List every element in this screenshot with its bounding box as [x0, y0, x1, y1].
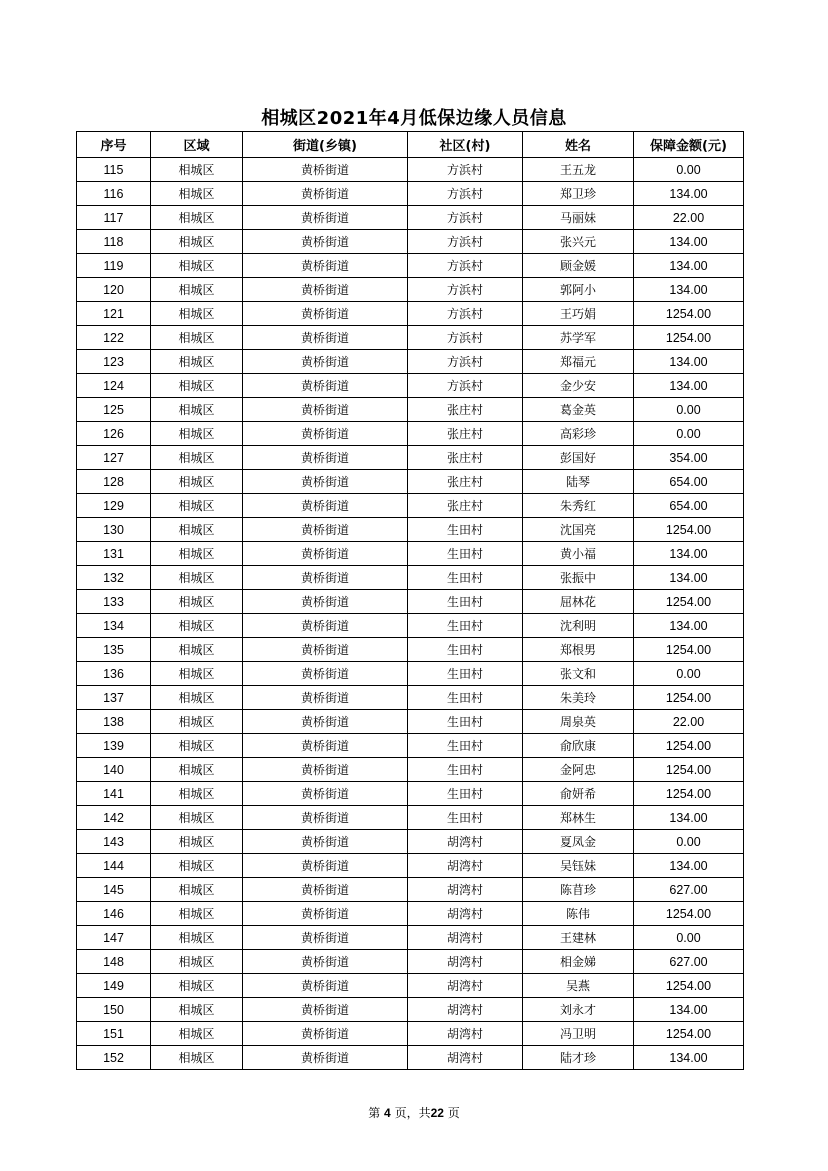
cell-district: 相城区	[151, 710, 243, 734]
cell-name: 朱秀红	[523, 494, 634, 518]
cell-street: 黄桥街道	[243, 758, 408, 782]
cell-index: 143	[77, 830, 151, 854]
cell-street: 黄桥街道	[243, 998, 408, 1022]
cell-street: 黄桥街道	[243, 566, 408, 590]
cell-community: 张庄村	[408, 446, 523, 470]
cell-name: 刘永才	[523, 998, 634, 1022]
cell-district: 相城区	[151, 734, 243, 758]
cell-community: 胡湾村	[408, 998, 523, 1022]
cell-street: 黄桥街道	[243, 830, 408, 854]
cell-community: 胡湾村	[408, 974, 523, 998]
cell-index: 152	[77, 1046, 151, 1070]
cell-community: 生田村	[408, 518, 523, 542]
table-row	[77, 974, 744, 998]
cell-community: 胡湾村	[408, 1046, 523, 1070]
data-table	[76, 131, 744, 1070]
cell-amount: 1254.00	[634, 590, 744, 614]
cell-amount: 627.00	[634, 878, 744, 902]
cell-community: 生田村	[408, 686, 523, 710]
cell-name: 俞妍希	[523, 782, 634, 806]
cell-amount: 0.00	[634, 398, 744, 422]
cell-district: 相城区	[151, 1022, 243, 1046]
cell-amount: 0.00	[634, 830, 744, 854]
cell-amount: 1254.00	[634, 1022, 744, 1046]
cell-name: 金阿忠	[523, 758, 634, 782]
cell-district: 相城区	[151, 206, 243, 230]
cell-street: 黄桥街道	[243, 662, 408, 686]
cell-district: 相城区	[151, 158, 243, 182]
cell-amount: 0.00	[634, 422, 744, 446]
cell-district: 相城区	[151, 758, 243, 782]
cell-amount: 134.00	[634, 542, 744, 566]
cell-community: 生田村	[408, 758, 523, 782]
table-row	[77, 230, 744, 254]
cell-name: 郑林生	[523, 806, 634, 830]
cell-street: 黄桥街道	[243, 494, 408, 518]
cell-amount: 1254.00	[634, 758, 744, 782]
cell-name: 俞欣康	[523, 734, 634, 758]
table-header-row	[77, 132, 744, 158]
cell-district: 相城区	[151, 542, 243, 566]
cell-district: 相城区	[151, 518, 243, 542]
cell-street: 黄桥街道	[243, 518, 408, 542]
cell-index: 148	[77, 950, 151, 974]
cell-district: 相城区	[151, 782, 243, 806]
cell-index: 132	[77, 566, 151, 590]
cell-district: 相城区	[151, 854, 243, 878]
cell-community: 方浜村	[408, 158, 523, 182]
cell-name: 高彩珍	[523, 422, 634, 446]
cell-community: 方浜村	[408, 326, 523, 350]
cell-name: 沈国亮	[523, 518, 634, 542]
table-row	[77, 830, 744, 854]
cell-name: 郑根男	[523, 638, 634, 662]
cell-amount: 1254.00	[634, 326, 744, 350]
cell-district: 相城区	[151, 1046, 243, 1070]
cell-district: 相城区	[151, 254, 243, 278]
table-row	[77, 302, 744, 326]
cell-index: 140	[77, 758, 151, 782]
cell-community: 张庄村	[408, 470, 523, 494]
cell-index: 123	[77, 350, 151, 374]
cell-amount: 654.00	[634, 494, 744, 518]
cell-amount: 134.00	[634, 614, 744, 638]
cell-district: 相城区	[151, 974, 243, 998]
cell-index: 125	[77, 398, 151, 422]
cell-district: 相城区	[151, 470, 243, 494]
cell-amount: 354.00	[634, 446, 744, 470]
table-row	[77, 1022, 744, 1046]
cell-index: 126	[77, 422, 151, 446]
cell-community: 生田村	[408, 590, 523, 614]
cell-community: 方浜村	[408, 374, 523, 398]
cell-index: 131	[77, 542, 151, 566]
cell-community: 方浜村	[408, 182, 523, 206]
cell-community: 胡湾村	[408, 830, 523, 854]
cell-street: 黄桥街道	[243, 614, 408, 638]
column-header-community: 社区(村)	[408, 132, 523, 158]
cell-district: 相城区	[151, 326, 243, 350]
cell-street: 黄桥街道	[243, 686, 408, 710]
cell-district: 相城区	[151, 902, 243, 926]
cell-name: 黄小福	[523, 542, 634, 566]
table-row	[77, 614, 744, 638]
cell-community: 胡湾村	[408, 902, 523, 926]
cell-index: 135	[77, 638, 151, 662]
cell-index: 146	[77, 902, 151, 926]
cell-amount: 134.00	[634, 182, 744, 206]
cell-amount: 134.00	[634, 998, 744, 1022]
cell-index: 138	[77, 710, 151, 734]
cell-street: 黄桥街道	[243, 254, 408, 278]
cell-amount: 134.00	[634, 806, 744, 830]
table-row	[77, 950, 744, 974]
cell-community: 胡湾村	[408, 950, 523, 974]
column-header-district: 区域	[151, 132, 243, 158]
cell-community: 胡湾村	[408, 1022, 523, 1046]
cell-amount: 1254.00	[634, 302, 744, 326]
cell-community: 方浜村	[408, 350, 523, 374]
cell-amount: 134.00	[634, 374, 744, 398]
cell-community: 方浜村	[408, 230, 523, 254]
cell-name: 沈利明	[523, 614, 634, 638]
column-header-index: 序号	[77, 132, 151, 158]
table-row	[77, 374, 744, 398]
cell-amount: 0.00	[634, 926, 744, 950]
cell-street: 黄桥街道	[243, 206, 408, 230]
cell-street: 黄桥街道	[243, 638, 408, 662]
cell-amount: 1254.00	[634, 734, 744, 758]
cell-amount: 134.00	[634, 278, 744, 302]
cell-community: 张庄村	[408, 494, 523, 518]
table-row	[77, 902, 744, 926]
table-body	[77, 158, 744, 1070]
cell-index: 121	[77, 302, 151, 326]
footer-suffix: 页	[447, 1106, 460, 1120]
cell-amount: 1254.00	[634, 974, 744, 998]
cell-district: 相城区	[151, 350, 243, 374]
cell-street: 黄桥街道	[243, 854, 408, 878]
cell-street: 黄桥街道	[243, 734, 408, 758]
table-row	[77, 542, 744, 566]
table-row	[77, 638, 744, 662]
cell-street: 黄桥街道	[243, 350, 408, 374]
cell-index: 119	[77, 254, 151, 278]
cell-index: 145	[77, 878, 151, 902]
cell-name: 吴钰妹	[523, 854, 634, 878]
cell-name: 朱美玲	[523, 686, 634, 710]
table-row	[77, 686, 744, 710]
cell-district: 相城区	[151, 374, 243, 398]
cell-district: 相城区	[151, 278, 243, 302]
cell-name: 张文和	[523, 662, 634, 686]
table-row	[77, 494, 744, 518]
cell-name: 张兴元	[523, 230, 634, 254]
cell-community: 生田村	[408, 662, 523, 686]
cell-name: 陈苜珍	[523, 878, 634, 902]
cell-street: 黄桥街道	[243, 542, 408, 566]
cell-street: 黄桥街道	[243, 974, 408, 998]
cell-name: 张振中	[523, 566, 634, 590]
table-row	[77, 422, 744, 446]
cell-index: 151	[77, 1022, 151, 1046]
cell-street: 黄桥街道	[243, 182, 408, 206]
cell-name: 屈林花	[523, 590, 634, 614]
cell-community: 方浜村	[408, 278, 523, 302]
cell-index: 150	[77, 998, 151, 1022]
cell-district: 相城区	[151, 926, 243, 950]
cell-name: 夏凤金	[523, 830, 634, 854]
cell-name: 郑福元	[523, 350, 634, 374]
cell-amount: 134.00	[634, 854, 744, 878]
cell-index: 133	[77, 590, 151, 614]
cell-name: 冯卫明	[523, 1022, 634, 1046]
cell-street: 黄桥街道	[243, 710, 408, 734]
cell-index: 147	[77, 926, 151, 950]
cell-index: 118	[77, 230, 151, 254]
cell-amount: 0.00	[634, 158, 744, 182]
cell-street: 黄桥街道	[243, 806, 408, 830]
cell-amount: 1254.00	[634, 518, 744, 542]
cell-name: 郭阿小	[523, 278, 634, 302]
cell-amount: 0.00	[634, 662, 744, 686]
cell-community: 生田村	[408, 542, 523, 566]
cell-amount: 22.00	[634, 710, 744, 734]
cell-amount: 654.00	[634, 470, 744, 494]
table-row	[77, 926, 744, 950]
cell-street: 黄桥街道	[243, 398, 408, 422]
cell-district: 相城区	[151, 614, 243, 638]
table-row	[77, 350, 744, 374]
cell-street: 黄桥街道	[243, 278, 408, 302]
cell-index: 120	[77, 278, 151, 302]
cell-community: 胡湾村	[408, 854, 523, 878]
footer-prefix: 第	[368, 1106, 381, 1120]
table-row	[77, 206, 744, 230]
footer-page-number: 4	[384, 1106, 391, 1120]
cell-amount: 1254.00	[634, 902, 744, 926]
table-row	[77, 662, 744, 686]
table-row	[77, 254, 744, 278]
cell-district: 相城区	[151, 446, 243, 470]
cell-community: 生田村	[408, 782, 523, 806]
cell-name: 王巧娟	[523, 302, 634, 326]
cell-index: 128	[77, 470, 151, 494]
cell-index: 122	[77, 326, 151, 350]
cell-amount: 134.00	[634, 254, 744, 278]
cell-name: 金少安	[523, 374, 634, 398]
cell-community: 生田村	[408, 638, 523, 662]
cell-index: 115	[77, 158, 151, 182]
cell-name: 吴燕	[523, 974, 634, 998]
cell-community: 生田村	[408, 566, 523, 590]
cell-name: 周泉英	[523, 710, 634, 734]
cell-community: 生田村	[408, 710, 523, 734]
cell-street: 黄桥街道	[243, 590, 408, 614]
cell-name: 苏学军	[523, 326, 634, 350]
table-row	[77, 326, 744, 350]
cell-community: 张庄村	[408, 398, 523, 422]
cell-community: 生田村	[408, 614, 523, 638]
cell-community: 胡湾村	[408, 878, 523, 902]
cell-district: 相城区	[151, 494, 243, 518]
footer-middle: 页，共	[394, 1106, 431, 1120]
cell-district: 相城区	[151, 590, 243, 614]
cell-street: 黄桥街道	[243, 1046, 408, 1070]
table-row	[77, 566, 744, 590]
cell-name: 顾金媛	[523, 254, 634, 278]
cell-name: 陈伟	[523, 902, 634, 926]
table-row	[77, 758, 744, 782]
cell-name: 陆才珍	[523, 1046, 634, 1070]
cell-district: 相城区	[151, 638, 243, 662]
cell-district: 相城区	[151, 686, 243, 710]
cell-district: 相城区	[151, 878, 243, 902]
table-row	[77, 734, 744, 758]
table-row	[77, 590, 744, 614]
cell-amount: 22.00	[634, 206, 744, 230]
cell-community: 生田村	[408, 734, 523, 758]
table-row	[77, 398, 744, 422]
cell-community: 生田村	[408, 806, 523, 830]
cell-street: 黄桥街道	[243, 950, 408, 974]
cell-community: 胡湾村	[408, 926, 523, 950]
cell-street: 黄桥街道	[243, 902, 408, 926]
table-row	[77, 710, 744, 734]
cell-community: 方浜村	[408, 254, 523, 278]
table-row	[77, 158, 744, 182]
cell-amount: 1254.00	[634, 686, 744, 710]
table-row	[77, 446, 744, 470]
cell-district: 相城区	[151, 182, 243, 206]
cell-name: 彭国好	[523, 446, 634, 470]
document-title: 相城区2021年4月低保边缘人员信息	[261, 108, 567, 129]
cell-community: 张庄村	[408, 422, 523, 446]
column-header-street: 街道(乡镇)	[243, 132, 408, 158]
table-row	[77, 518, 744, 542]
cell-name: 陆琴	[523, 470, 634, 494]
table-row	[77, 1046, 744, 1070]
cell-street: 黄桥街道	[243, 326, 408, 350]
cell-street: 黄桥街道	[243, 446, 408, 470]
cell-district: 相城区	[151, 830, 243, 854]
cell-street: 黄桥街道	[243, 374, 408, 398]
cell-index: 139	[77, 734, 151, 758]
cell-index: 129	[77, 494, 151, 518]
cell-amount: 1254.00	[634, 638, 744, 662]
cell-index: 134	[77, 614, 151, 638]
cell-amount: 627.00	[634, 950, 744, 974]
cell-district: 相城区	[151, 998, 243, 1022]
cell-amount: 134.00	[634, 230, 744, 254]
cell-index: 142	[77, 806, 151, 830]
cell-street: 黄桥街道	[243, 230, 408, 254]
cell-district: 相城区	[151, 662, 243, 686]
column-header-name: 姓名	[523, 132, 634, 158]
cell-name: 郑卫珍	[523, 182, 634, 206]
cell-street: 黄桥街道	[243, 782, 408, 806]
cell-district: 相城区	[151, 566, 243, 590]
cell-index: 124	[77, 374, 151, 398]
cell-index: 127	[77, 446, 151, 470]
cell-street: 黄桥街道	[243, 158, 408, 182]
table-row	[77, 782, 744, 806]
cell-street: 黄桥街道	[243, 302, 408, 326]
cell-index: 137	[77, 686, 151, 710]
cell-amount: 134.00	[634, 566, 744, 590]
cell-street: 黄桥街道	[243, 422, 408, 446]
cell-name: 王五龙	[523, 158, 634, 182]
cell-district: 相城区	[151, 230, 243, 254]
table-row	[77, 998, 744, 1022]
cell-index: 149	[77, 974, 151, 998]
cell-community: 方浜村	[408, 302, 523, 326]
cell-name: 相金娣	[523, 950, 634, 974]
table-row	[77, 182, 744, 206]
cell-community: 方浜村	[408, 206, 523, 230]
table-row	[77, 278, 744, 302]
cell-street: 黄桥街道	[243, 878, 408, 902]
cell-index: 144	[77, 854, 151, 878]
cell-amount: 134.00	[634, 350, 744, 374]
cell-street: 黄桥街道	[243, 470, 408, 494]
cell-street: 黄桥街道	[243, 1022, 408, 1046]
cell-district: 相城区	[151, 302, 243, 326]
table-row	[77, 470, 744, 494]
cell-name: 王建林	[523, 926, 634, 950]
page-footer	[0, 1104, 828, 1121]
cell-street: 黄桥街道	[243, 926, 408, 950]
cell-index: 136	[77, 662, 151, 686]
cell-district: 相城区	[151, 422, 243, 446]
column-header-amount: 保障金额(元)	[634, 132, 744, 158]
table-row	[77, 878, 744, 902]
footer-total-pages: 22	[430, 1106, 444, 1120]
cell-district: 相城区	[151, 806, 243, 830]
cell-name: 马丽妹	[523, 206, 634, 230]
cell-name: 葛金英	[523, 398, 634, 422]
cell-index: 116	[77, 182, 151, 206]
cell-amount: 1254.00	[634, 782, 744, 806]
cell-district: 相城区	[151, 398, 243, 422]
cell-amount: 134.00	[634, 1046, 744, 1070]
cell-index: 117	[77, 206, 151, 230]
table-row	[77, 806, 744, 830]
table-row	[77, 854, 744, 878]
cell-index: 141	[77, 782, 151, 806]
cell-district: 相城区	[151, 950, 243, 974]
cell-index: 130	[77, 518, 151, 542]
